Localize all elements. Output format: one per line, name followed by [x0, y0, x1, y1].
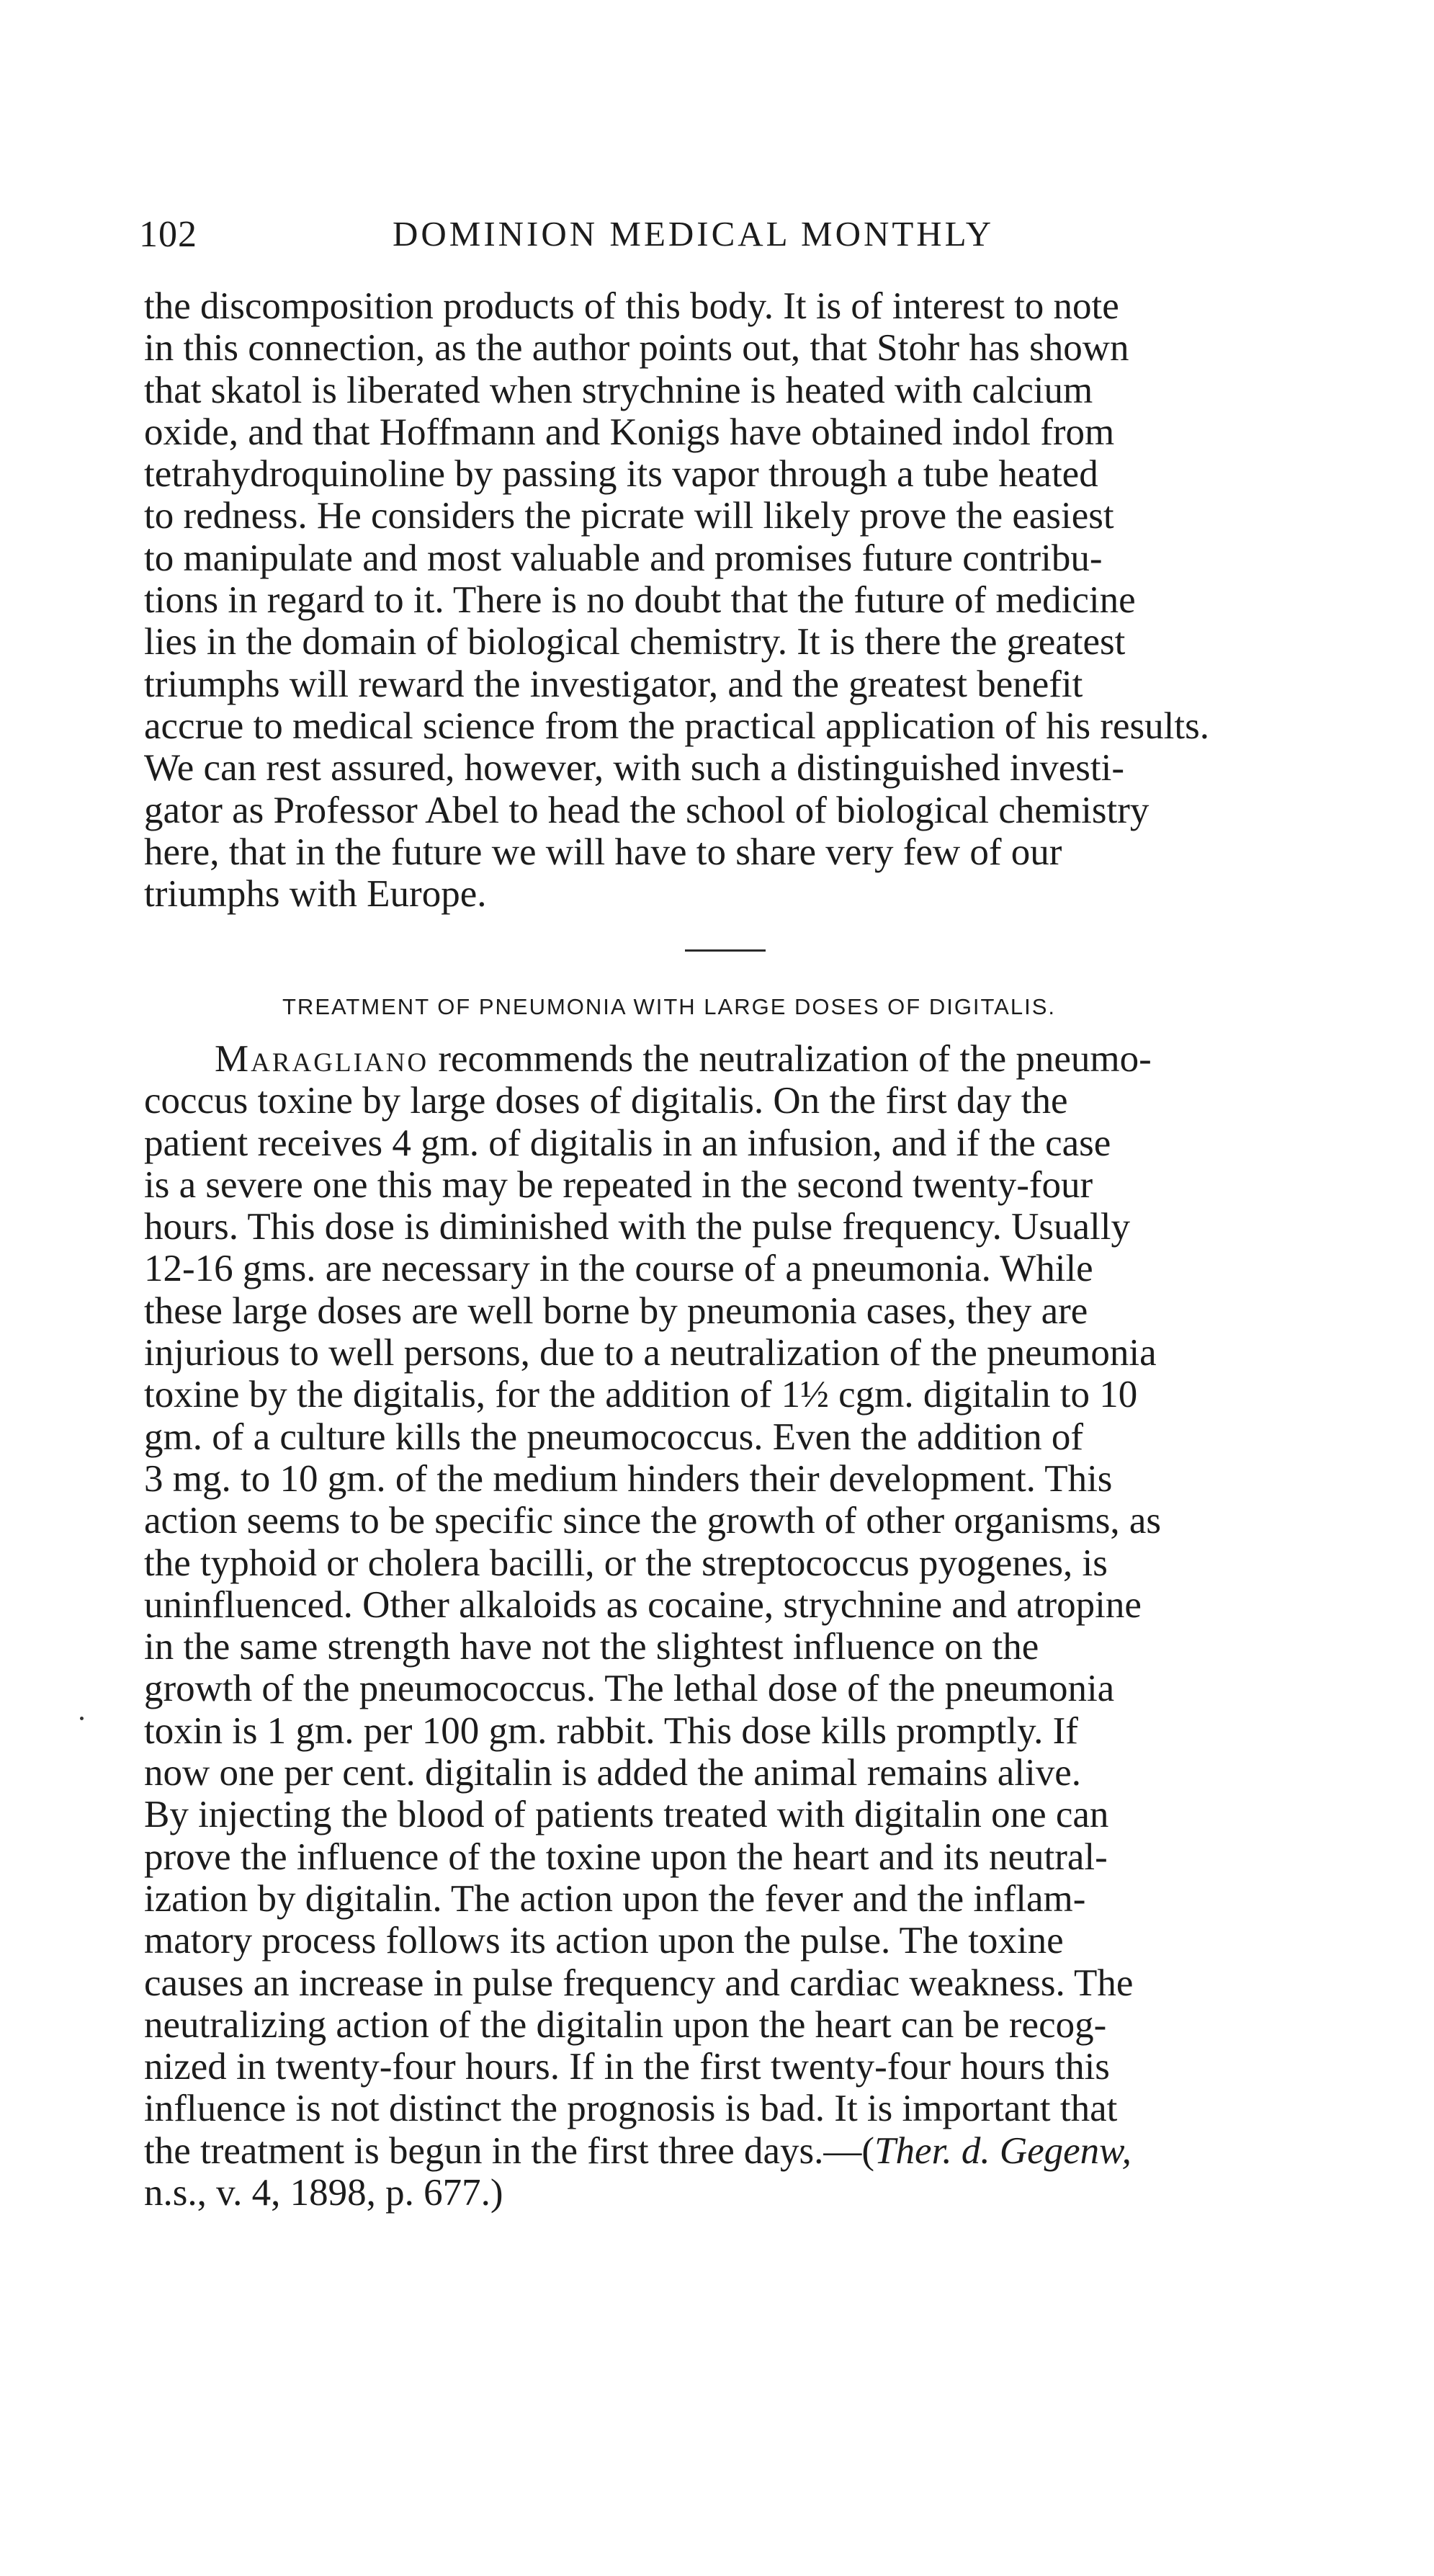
text-line: By injecting the blood of patients treated with digitalin one can [144, 1794, 1109, 1836]
text-line: tetrahydroquinoline by passing its vapor through a tube heated [144, 453, 1098, 496]
text-line: toxin is 1 gm. per 100 gm. rabbit. This dose kills promptly. If [144, 1709, 1078, 1752]
text-line: to redness. He considers the picrate will likely prove the easiest [144, 495, 1114, 537]
text-line: nized in twenty-four hours. If in the first twenty-four hours this [144, 2046, 1110, 2088]
text-line: the discomposition products of this body. It is of interest to note [144, 285, 1119, 327]
article-paragraph [144, 1038, 1325, 2214]
text-line: 12-16 gms. are necessary in the course of a pneumonia. While [144, 1248, 1093, 1290]
text-line: hours. This dose is diminished with the pulse frequency. Usually [144, 1206, 1130, 1248]
text-line: patient receives 4 gm. of digitalis in an infusion, and if the case [144, 1122, 1111, 1164]
text-line: 3 mg. to 10 gm. of the medium hinders their development. This [144, 1457, 1113, 1500]
text-line: here, that in the future we will have to share very few of our [144, 831, 1062, 873]
page-number: 102 [139, 214, 197, 255]
text-line: n.s., v. 4, 1898, p. 677.) [144, 2172, 503, 2214]
article-heading: TREATMENT OF PNEUMONIA WITH LARGE DOSES OF DIGITALIS. [282, 994, 1056, 1019]
margin-speck [80, 1717, 84, 1720]
text-line: ization by digitalin. The action upon the fever and the inflam- [144, 1877, 1086, 1920]
text-line: gm. of a culture kills the pneumococcus. Even the addition of [144, 1416, 1084, 1458]
text-line: causes an increase in pulse frequency and cardiac weakness. The [144, 1962, 1134, 2004]
text-line: triumphs will reward the investigator, and the greatest benefit [144, 663, 1083, 705]
text-line: triumphs with Europe. [144, 873, 487, 916]
text-line: accrue to medical science from the practical application of his results. [144, 705, 1209, 747]
text-line: the typhoid or cholera bacilli, or the streptococcus pyogenes, is [144, 1542, 1108, 1584]
text-line: toxine by the digitalis, for the addition of 1½ cgm. digitalin to 10 [144, 1374, 1138, 1416]
text-line: oxide, and that Hoffmann and Konigs have obtained indol from [144, 411, 1115, 453]
text-line: matory process follows its action upon the pulse. The toxine [144, 1920, 1064, 1962]
text-line: to manipulate and most valuable and promises future contribu- [144, 537, 1103, 579]
text-line: action seems to be specific since the growth of other organisms, as [144, 1500, 1161, 1542]
continuation-paragraph [144, 285, 1325, 915]
lead-author-name: Maragliano [215, 1038, 429, 1080]
text-line: injurious to well persons, due to a neutralization of the pneumonia [144, 1332, 1157, 1374]
text-line: lies in the domain of biological chemistry. It is there the greatest [144, 621, 1126, 663]
text-line: gator as Professor Abel to head the school of biological chemistry [144, 789, 1150, 831]
text-line [144, 1038, 1325, 1080]
citation-journal: Ther. d. Gegenw, [874, 2129, 1131, 2172]
text-line: neutralizing action of the digitalin upon the heart can be recog- [144, 2003, 1107, 2046]
running-head: DOMINION MEDICAL MONTHLY [393, 214, 995, 254]
text-line: influence is not distinct the prognosis is bad. It is important that [144, 2088, 1118, 2130]
first-line-rest: recommends the neutralization of the pneumo- [429, 1038, 1152, 1080]
penultimate-line-text: the treatment is begun in the first three days.—( [144, 2129, 875, 2172]
text-line: now one per cent. digitalin is added the animal remains alive. [144, 1752, 1082, 1794]
text-line: We can rest assured, however, with such a distinguished investi- [144, 747, 1124, 790]
text-line: that skatol is liberated when strychnine is heated with calcium [144, 369, 1093, 411]
text-line: is a severe one this may be repeated in the second twenty-four [144, 1163, 1093, 1206]
text-line [144, 2130, 1325, 2172]
page-header [139, 213, 1090, 264]
text-line: in the same strength have not the slightest influence on the [144, 1626, 1039, 1668]
text-line: in this connection, as the author points out, that Stohr has shown [144, 327, 1129, 370]
text-line: tions in regard to it. There is no doubt that the future of medicine [144, 579, 1136, 622]
text-line: coccus toxine by large doses of digitalis. On the first day the [144, 1080, 1068, 1122]
text-line: growth of the pneumococcus. The lethal dose of the pneumonia [144, 1668, 1115, 1710]
text-line: prove the influence of the toxine upon the heart and its neutral- [144, 1835, 1108, 1878]
text-line: these large doses are well borne by pneumonia cases, they are [144, 1289, 1088, 1332]
section-divider [685, 949, 766, 952]
text-line: uninfluenced. Other alkaloids as cocaine, strychnine and atropine [144, 1583, 1142, 1626]
